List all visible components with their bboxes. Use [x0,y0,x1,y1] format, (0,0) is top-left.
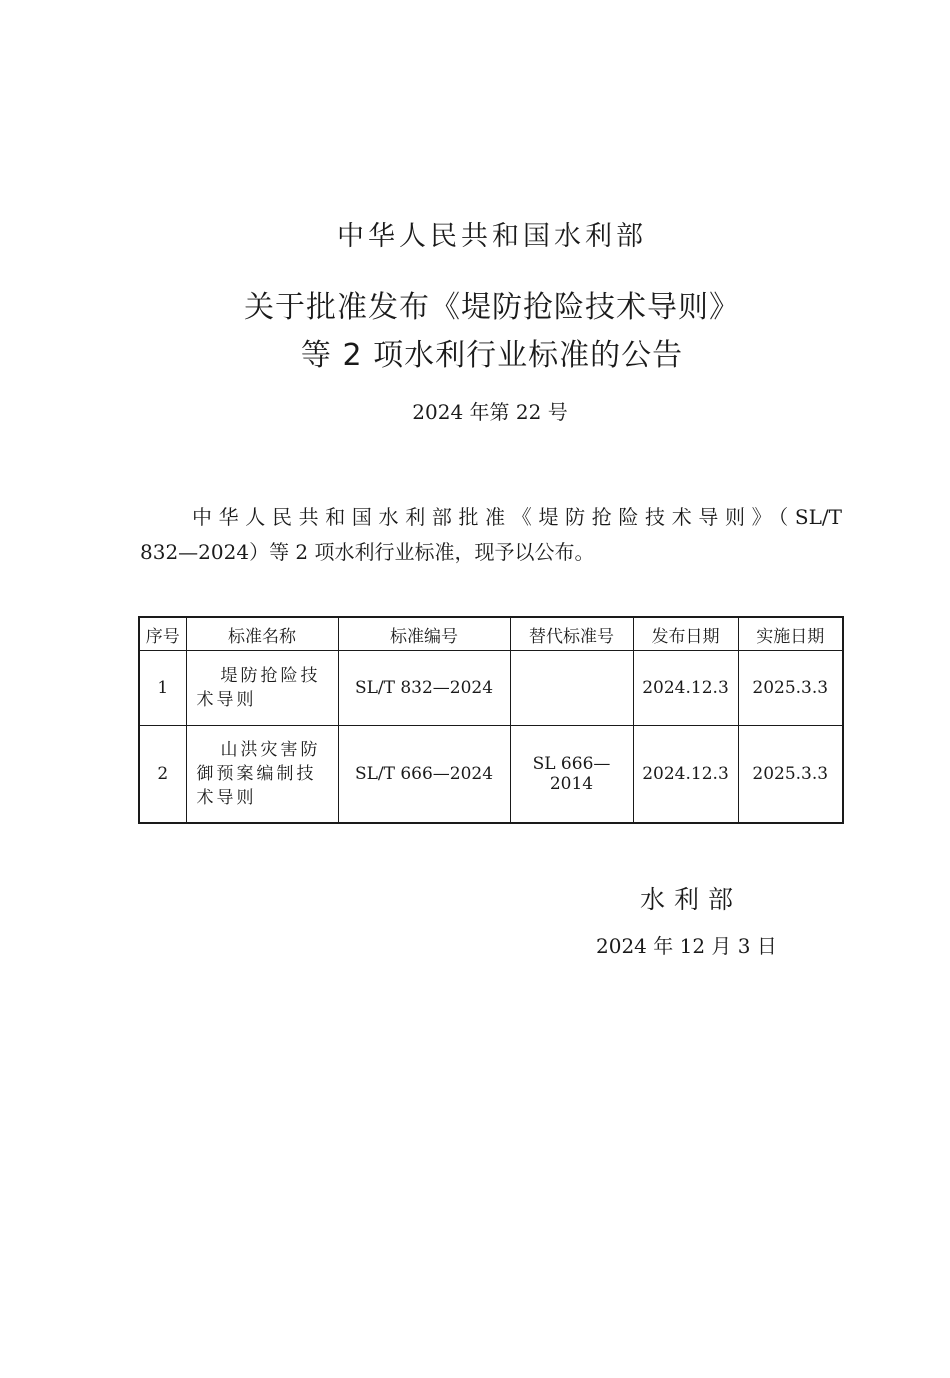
table-header-row [139,617,843,651]
header-cell-no: 序号 [139,617,186,651]
table-row [139,651,843,726]
standards-table [138,616,844,824]
title-line-1: 关于批准发布《堤防抢险技术导则》 [244,290,740,325]
header-cell-replaces: 替代标准号 [510,617,633,651]
cell-publish-date: 2024.12.3 [633,651,738,726]
issuer-heading: 中华人民共和国水利部 [337,221,647,252]
cell-name [186,651,338,726]
cell-name-text: 山洪灾害防御预案编制技术导则 [196,740,321,808]
cell-code: SL/T 666—2024 [338,726,510,824]
table-row [139,726,843,824]
cell-code: SL/T 832—2024 [338,651,510,726]
header-cell-effective-date: 实施日期 [738,617,843,651]
cell-replaces: SL 666—2014 [510,726,633,824]
cell-effective-date: 2025.3.3 [738,726,843,824]
header-cell-name: 标准名称 [186,617,338,651]
cell-no: 1 [139,651,186,726]
cell-publish-date: 2024.12.3 [633,726,738,824]
cell-effective-date: 2025.3.3 [738,651,843,726]
signature-organization: 水利部 [640,885,743,914]
header-cell-code: 标准编号 [338,617,510,651]
cell-no: 2 [139,726,186,824]
document-number: 2024 年第 22 号 [412,400,568,424]
body-line-2: 832—2024）等 2 项水利行业标准，现予以公布。 [140,540,595,564]
cell-name-text: 堤防抢险技术导则 [196,666,321,710]
announcement-body [140,500,842,570]
title-line-2: 等 2 项水利行业标准的公告 [300,338,684,373]
cell-name [186,726,338,824]
cell-replaces [510,651,633,726]
signature-date: 2024 年 12 月 3 日 [596,934,777,958]
header-cell-publish-date: 发布日期 [633,617,738,651]
body-line-1: 中华人民共和国水利部批准《堤防抢险技术导则》（SL/T [192,505,842,529]
